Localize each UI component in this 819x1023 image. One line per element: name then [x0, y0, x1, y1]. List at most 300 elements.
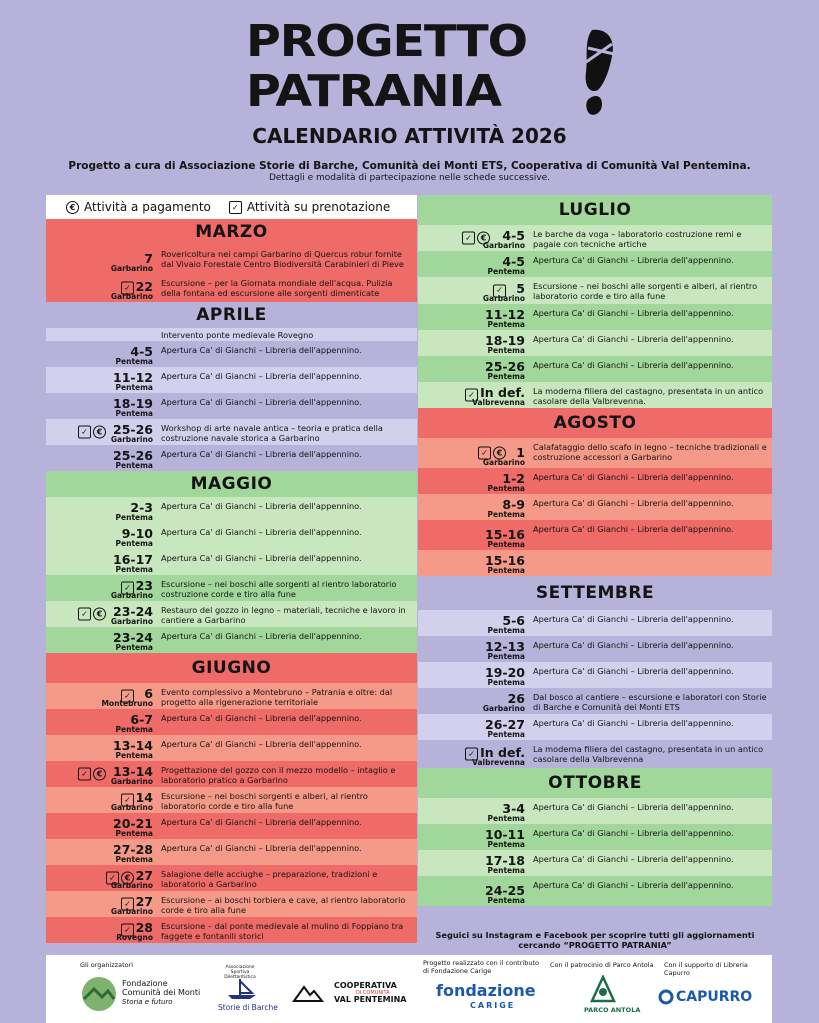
- event-description: Apertura Ca' di Gianchi – Libreria dell'appennino.: [161, 739, 362, 749]
- event-date: 23-24: [113, 630, 153, 645]
- event-description: Apertura Ca' di Gianchi – Libreria dell'appennino.: [161, 843, 362, 853]
- date-cell: [418, 520, 530, 550]
- event-place: Pentema: [487, 510, 525, 519]
- date-cell: [418, 740, 530, 768]
- storie-di-barche: Storie di Barche: [218, 1003, 278, 1012]
- month-heading: MAGGIO: [46, 471, 417, 497]
- event-date: 11-12: [485, 307, 525, 322]
- event-place: Rovegno: [116, 933, 153, 942]
- date-cell: [418, 688, 530, 714]
- euro-icon: €: [121, 872, 134, 885]
- calendar-icon: ✓: [493, 284, 506, 297]
- event-place: Pentema: [115, 383, 153, 392]
- event-date: 4-5: [130, 344, 153, 359]
- date-cell: [46, 839, 158, 865]
- month-section: [418, 195, 772, 408]
- calendar-row: [418, 225, 772, 251]
- calendar-icon: ✓: [465, 389, 478, 402]
- calendar-subtitle: CALENDARIO ATTIVITÀ 2026: [252, 124, 567, 148]
- event-icons: [78, 426, 106, 439]
- event-place: Pentema: [115, 513, 153, 522]
- calendar-row: [46, 891, 417, 917]
- calendar-row: [46, 761, 417, 787]
- mountain-logo-icon: [292, 983, 324, 1003]
- coop-name-1: COOPERATIVA: [334, 981, 397, 990]
- month-section: [418, 576, 772, 768]
- calendar-row: [46, 274, 417, 302]
- calendar-icon: ✓: [478, 447, 491, 460]
- capurro-logo-text: CAPURRO: [676, 989, 753, 1005]
- event-place: Pentema: [115, 565, 153, 574]
- event-description: Workshop di arte navale antica – teoria e pratica della costruzione navale storica a Garbarino: [161, 423, 383, 443]
- event-description: Apertura Ca' di Gianchi – Libreria dell'appennino.: [533, 255, 734, 265]
- event-description: Apertura Ca' di Gianchi – Libreria dell'appennino.: [161, 449, 362, 459]
- event-description: Apertura Ca' di Gianchi – Libreria dell'appennino.: [161, 371, 362, 381]
- event-place: Garbarino: [482, 294, 525, 303]
- social-note-line-1: Seguici su Instagram e Facebook per scoprire tutti gli aggiornamenti: [435, 930, 755, 940]
- event-date: 5: [516, 281, 525, 296]
- event-place: Pentema: [115, 725, 153, 734]
- event-description: Escursione – per la Giornata mondiale dell'acqua. Pulizia della fontana ed escursione alle sorgenti dimenticate: [161, 278, 393, 298]
- event-description: Apertura Ca' di Gianchi – Libreria dell'appennino.: [161, 713, 362, 723]
- fondazione-logo-icon: [80, 975, 118, 1013]
- event-place: Pentema: [487, 566, 525, 575]
- event-description: Rovericoltura nei campi Garbarino di Quercus robur fornite dal Vivaio Forestale Centro Biodiversità Carabinieri di Pieve: [161, 249, 404, 269]
- legend-paid-label: Attività a pagamento: [84, 200, 211, 214]
- event-description: Apertura Ca' di Gianchi – Libreria dell'appennino.: [161, 553, 362, 563]
- event-date: 19-20: [485, 665, 525, 680]
- date-cell: [46, 245, 158, 274]
- calendar-row: [418, 550, 772, 576]
- event-place: Pentema: [487, 346, 525, 355]
- calendar-icon: ✓: [78, 768, 91, 781]
- event-place: Garbarino: [110, 591, 153, 600]
- social-note: [418, 930, 772, 950]
- event-place: Pentema: [487, 267, 525, 276]
- carige-logo-1: fondazione: [436, 981, 536, 1000]
- calendar-row: [46, 709, 417, 735]
- event-date: 8-9: [502, 497, 525, 512]
- calendar-row: [46, 865, 417, 891]
- month-heading: LUGLIO: [418, 195, 772, 225]
- event-place: Pentema: [487, 840, 525, 849]
- event-description: Escursione – nei boschi alle sorgenti e alberi, al rientro laboratorio corde e tiro alla fune: [533, 281, 758, 301]
- event-place: Garbarino: [110, 881, 153, 890]
- event-place: Pentema: [487, 814, 525, 823]
- antola-label: Con il patrocinio di Parco Antola: [550, 961, 654, 969]
- event-description: Apertura Ca' di Gianchi – Libreria dell'appennino.: [533, 802, 734, 812]
- event-date: 9-10: [121, 526, 153, 541]
- carige-label: Progetto realizzato con il contributo di Fondazione Carige: [423, 959, 539, 975]
- calendar-row: [46, 245, 417, 274]
- event-date: 15-16: [485, 527, 525, 542]
- date-cell: [46, 549, 158, 575]
- date-cell: [46, 709, 158, 735]
- event-date: 5-6: [502, 613, 525, 628]
- event-description: Apertura Ca' di Gianchi – Libreria dell'appennino.: [533, 718, 734, 728]
- calendar-row: [418, 520, 772, 550]
- event-description: Apertura Ca' di Gianchi – Libreria dell'appennino.: [533, 498, 734, 508]
- date-cell: [46, 627, 158, 653]
- event-date: In def.: [480, 385, 525, 400]
- date-cell: [46, 523, 158, 549]
- event-description: Restauro del gozzo in legno – materiali, tecniche e lavoro in cantiere a Garbarino: [161, 605, 406, 625]
- event-date: 26-27: [485, 717, 525, 732]
- event-date: 24-25: [485, 883, 525, 898]
- event-place: Pentema: [487, 730, 525, 739]
- event-date: In def.: [480, 745, 525, 760]
- date-cell: [46, 891, 158, 917]
- event-description: Apertura Ca' di Gianchi – Libreria dell'appennino.: [533, 334, 734, 344]
- event-date: 25-26: [113, 422, 153, 437]
- date-cell: [418, 636, 530, 662]
- event-date: 17-18: [485, 853, 525, 868]
- date-cell: [46, 787, 158, 813]
- event-place: Pentema: [115, 855, 153, 864]
- event-place: Pentema: [487, 484, 525, 493]
- event-date: 23: [135, 578, 153, 593]
- event-description: Calafataggio dello scafo in legno – tecniche tradizionali e costruzione accessori a Garbarino: [533, 442, 767, 462]
- month-heading: GIUGNO: [46, 653, 417, 683]
- euro-icon: €: [66, 201, 79, 214]
- fondazione-tagline: Storia e futuro: [122, 998, 173, 1006]
- calendar-row: [418, 438, 772, 468]
- asd-label: Associazione Sportiva Dilettantistica: [224, 965, 256, 980]
- event-place: Montebruno: [101, 699, 153, 708]
- date-cell: [46, 341, 158, 367]
- calendar-row: [46, 328, 417, 341]
- event-description: Apertura Ca' di Gianchi – Libreria dell'appennino.: [533, 828, 734, 838]
- event-description: Apertura Ca' di Gianchi – Libreria dell'appennino.: [161, 631, 362, 641]
- event-icons: [493, 284, 506, 297]
- event-place: Pentema: [487, 372, 525, 381]
- event-date: 15-16: [485, 553, 525, 568]
- euro-icon: €: [93, 768, 106, 781]
- carige-logo-2: CARIGE: [470, 1001, 516, 1010]
- calendar-icon: ✓: [121, 898, 134, 911]
- calendar-row: [418, 740, 772, 768]
- event-date: 27-28: [113, 842, 153, 857]
- month-heading: SETTEMBRE: [418, 576, 772, 610]
- event-date: 13-14: [113, 764, 153, 779]
- event-date: 23-24: [113, 604, 153, 619]
- calendar-row: [418, 610, 772, 636]
- event-description: Apertura Ca' di Gianchi – Libreria dell'appennino.: [533, 666, 734, 676]
- date-cell: [418, 468, 530, 494]
- event-date: 26: [507, 691, 525, 706]
- event-description: Escursione – dal ponte medievale al mulino di Foppiano tra faggete e fontanili storici: [161, 921, 404, 941]
- date-cell: [46, 917, 158, 943]
- date-cell: [46, 393, 158, 419]
- event-description: Apertura Ca' di Gianchi – Libreria dell'appennino.: [533, 614, 734, 624]
- event-description: Apertura Ca' di Gianchi – Libreria dell'appennino.: [533, 360, 734, 370]
- date-cell: [46, 419, 158, 445]
- date-cell: [418, 714, 530, 740]
- calendar-icon: ✓: [229, 201, 242, 214]
- title-line-2: PATRANIA: [246, 66, 501, 117]
- calendar-row: [418, 330, 772, 356]
- calendar-row: [46, 341, 417, 367]
- legend-booking: [229, 200, 390, 214]
- calendar-row: [46, 523, 417, 549]
- event-place: Garbarino: [110, 777, 153, 786]
- calendar-row: [46, 393, 417, 419]
- event-description: Apertura Ca' di Gianchi – Libreria dell'appennino.: [533, 640, 734, 650]
- date-cell: [46, 575, 158, 601]
- event-place: Pentema: [487, 896, 525, 905]
- event-icons: [121, 690, 134, 703]
- antola-logo-icon: [590, 975, 616, 1005]
- credits-text: Progetto a cura di Associazione Storie di Barche, Comunità dei Monti ETS, Cooperativa di Comunità Val Pentemina.: [68, 160, 751, 172]
- calendar-row: [46, 601, 417, 627]
- event-date: 1-2: [502, 471, 525, 486]
- date-cell: [46, 865, 158, 891]
- event-place: Garbarino: [110, 264, 153, 273]
- date-cell: [418, 304, 530, 330]
- event-icons: [121, 794, 134, 807]
- date-cell: [418, 662, 530, 688]
- calendar-row: [418, 356, 772, 382]
- event-date: 12-13: [485, 639, 525, 654]
- header: [0, 0, 819, 190]
- footer-sponsors: [46, 955, 772, 1023]
- event-date: 10-11: [485, 827, 525, 842]
- month-section: [418, 408, 772, 576]
- event-place: Pentema: [115, 643, 153, 652]
- event-icons: [121, 582, 134, 595]
- legend: [46, 195, 417, 219]
- capurro-label: Con il supporto di Libreria Capurro: [664, 961, 748, 977]
- event-date: 6: [144, 686, 153, 701]
- calendar-icon: ✓: [78, 426, 91, 439]
- date-cell: [46, 735, 158, 761]
- event-place: Pentema: [487, 678, 525, 687]
- calendar-icon: ✓: [121, 282, 134, 295]
- date-cell: [418, 798, 530, 824]
- euro-icon: €: [477, 232, 490, 245]
- event-place: Garbarino: [110, 292, 153, 301]
- event-date: 7: [144, 251, 153, 266]
- calendar-icon: ✓: [465, 748, 478, 761]
- event-place: Pentema: [487, 652, 525, 661]
- event-date: 27: [135, 894, 153, 909]
- event-date: 6-7: [130, 712, 153, 727]
- calendar-row: [418, 636, 772, 662]
- event-icons: [478, 447, 506, 460]
- event-date: 1: [516, 445, 525, 460]
- event-date: 2-3: [130, 500, 153, 515]
- event-description: Escursione – nei boschi alle sorgenti al rientro laboratorio costruzione corde e tiro alla fune: [161, 579, 397, 599]
- event-place: Pentema: [115, 829, 153, 838]
- calendar-row: [418, 304, 772, 330]
- event-date: 25-26: [113, 448, 153, 463]
- calendar-row: [418, 876, 772, 906]
- event-description: Apertura Ca' di Gianchi – Libreria dell'appennino.: [533, 524, 734, 534]
- event-place: Garbarino: [482, 458, 525, 467]
- event-icons: [78, 608, 106, 621]
- event-place: Pentema: [115, 461, 153, 470]
- details-text: Dettagli e modalità di partecipazione nelle schede successive.: [268, 173, 551, 183]
- calendar-row: [46, 419, 417, 445]
- event-description: Apertura Ca' di Gianchi – Libreria dell'appennino.: [161, 817, 362, 827]
- event-description: Progettazione del gozzo con il mezzo modello – intaglio e laboratorio pratico a Garbarino: [161, 765, 396, 785]
- antola-logo-text: PARCO ANTOLA: [584, 1006, 641, 1014]
- event-date: 16-17: [113, 552, 153, 567]
- event-description: Le barche da voga – laboratorio costruzione remi e pagaie con tecniche artiche: [533, 229, 742, 249]
- date-cell: [46, 445, 158, 471]
- event-description: [530, 550, 772, 576]
- calendar-row: [418, 688, 772, 714]
- calendar-row: [418, 662, 772, 688]
- date-cell: [418, 610, 530, 636]
- date-cell: [46, 761, 158, 787]
- event-place: Garbarino: [110, 907, 153, 916]
- calendar-row: [418, 850, 772, 876]
- calendar-row: [46, 683, 417, 709]
- event-place: Valbrevenna: [472, 398, 525, 407]
- month-section: [46, 471, 417, 653]
- coop-name-2: DI COMUNITÀ: [356, 990, 390, 996]
- event-date: 13-14: [113, 738, 153, 753]
- capurro-logo-icon: [658, 989, 674, 1005]
- date-cell: [46, 683, 158, 709]
- event-place: Garbarino: [110, 435, 153, 444]
- calendar-icon: ✓: [121, 582, 134, 595]
- month-section: [46, 653, 417, 943]
- event-description: Apertura Ca' di Gianchi – Libreria dell'appennino.: [533, 880, 734, 890]
- event-description: Intervento ponte medievale Rovegno: [161, 330, 314, 340]
- date-cell: [46, 601, 158, 627]
- calendar-row: [46, 497, 417, 523]
- event-date: 11-12: [113, 370, 153, 385]
- calendar-row: [418, 382, 772, 408]
- calendar-icon: ✓: [121, 924, 134, 937]
- calendar-icon: ✓: [78, 608, 91, 621]
- month-heading: MARZO: [46, 219, 417, 245]
- calendar-row: [46, 917, 417, 943]
- legend-booking-label: Attività su prenotazione: [246, 200, 391, 214]
- calendar-row: [46, 549, 417, 575]
- euro-icon: €: [93, 608, 106, 621]
- event-place: Pentema: [115, 539, 153, 548]
- event-place: Pentema: [115, 751, 153, 760]
- event-description: Apertura Ca' di Gianchi – Libreria dell'appennino.: [161, 527, 362, 537]
- event-date: 22: [135, 279, 153, 294]
- event-icons: [462, 232, 490, 245]
- event-description: La moderna filiera del castagno, presentata in un antico casolare della Valbrevenna.: [533, 386, 764, 406]
- event-description: Escursione – nei boschi sorgenti e alberi, al rientro laboratorio corde e tiro alla fune: [161, 791, 368, 811]
- right-calendar-column: [418, 195, 772, 906]
- event-place: Pentema: [487, 626, 525, 635]
- date-cell: [418, 225, 530, 251]
- date-cell: [418, 550, 530, 576]
- event-date: 18-19: [485, 333, 525, 348]
- event-description: Apertura Ca' di Gianchi – Libreria dell'appennino.: [533, 308, 734, 318]
- month-heading: AGOSTO: [418, 408, 772, 438]
- date-cell: [418, 438, 530, 468]
- month-section: [46, 302, 417, 471]
- euro-icon: €: [93, 426, 106, 439]
- calendar-row: [46, 367, 417, 393]
- calendar-row: [46, 575, 417, 601]
- date-cell: [46, 367, 158, 393]
- calendar-row: [46, 627, 417, 653]
- calendar-row: [46, 735, 417, 761]
- event-place: Pentema: [487, 866, 525, 875]
- calendar-row: [418, 468, 772, 494]
- event-description: Apertura Ca' di Gianchi – Libreria dell'appennino.: [533, 854, 734, 864]
- event-place: Garbarino: [110, 803, 153, 812]
- event-description: Apertura Ca' di Gianchi – Libreria dell'appennino.: [533, 472, 734, 482]
- event-date: 28: [135, 920, 153, 935]
- event-date: 14: [135, 790, 153, 805]
- event-place: Pentema: [487, 540, 525, 549]
- date-cell: [418, 824, 530, 850]
- event-icons: [121, 898, 134, 911]
- event-place: Pentema: [487, 320, 525, 329]
- event-place: Pentema: [115, 357, 153, 366]
- fondazione-name-2: Comunità dei Monti: [122, 988, 201, 997]
- event-place: Pentema: [115, 409, 153, 418]
- calendar-icon: ✓: [462, 232, 475, 245]
- calendar-row: [46, 813, 417, 839]
- date-cell: [418, 850, 530, 876]
- calendar-row: [418, 277, 772, 304]
- calendar-row: [418, 494, 772, 520]
- organizers-label: Gli organizzatori: [80, 961, 134, 969]
- date-cell: [418, 330, 530, 356]
- date-cell: [418, 356, 530, 382]
- calendar-row: [46, 839, 417, 865]
- month-section: [418, 768, 772, 906]
- event-icons: [78, 768, 106, 781]
- event-date: 27: [135, 868, 153, 883]
- euro-icon: €: [493, 447, 506, 460]
- event-date: 20-21: [113, 816, 153, 831]
- calendar-row: [418, 824, 772, 850]
- date-cell: [46, 813, 158, 839]
- month-heading: OTTOBRE: [418, 768, 772, 798]
- event-icons: [106, 872, 134, 885]
- event-icons: [121, 924, 134, 937]
- footprint-logo-icon: [582, 28, 618, 120]
- calendar-icon: ✓: [106, 872, 119, 885]
- event-icons: [465, 748, 478, 761]
- event-date: 3-4: [502, 801, 525, 816]
- left-calendar-column: [46, 195, 417, 943]
- event-icons: [121, 282, 134, 295]
- event-description: Dal bosco al cantiere – escursione e laboratori con Storie di Barche e Comunità dei Monti ETS: [533, 692, 767, 712]
- event-date: 18-19: [113, 396, 153, 411]
- calendar-row: [418, 798, 772, 824]
- event-place: Garbarino: [482, 704, 525, 713]
- event-description: Escursione – ai boschi torbiera e cave, al rientro laboratorio corde e tiro alla fune: [161, 895, 406, 915]
- date-cell: [418, 876, 530, 906]
- boat-logo-icon: [224, 977, 260, 1001]
- event-description: Apertura Ca' di Gianchi – Libreria dell'appennino.: [161, 501, 362, 511]
- month-heading: APRILE: [46, 302, 417, 328]
- social-note-line-2: cercando “PROGETTO PATRANIA”: [518, 940, 672, 950]
- date-cell: [418, 251, 530, 277]
- event-description: Apertura Ca' di Gianchi – Libreria dell'appennino.: [161, 397, 362, 407]
- event-place: Valbrevenna: [472, 758, 525, 767]
- calendar-icon: ✓: [121, 690, 134, 703]
- event-date: 25-26: [485, 359, 525, 374]
- event-description: Salagione delle acciughe – preparazione, tradizioni e laboratorio a Garbarino: [161, 869, 378, 889]
- calendar-row: [418, 251, 772, 277]
- date-cell: [418, 382, 530, 408]
- event-description: Apertura Ca' di Gianchi – Libreria dell'appennino.: [161, 345, 362, 355]
